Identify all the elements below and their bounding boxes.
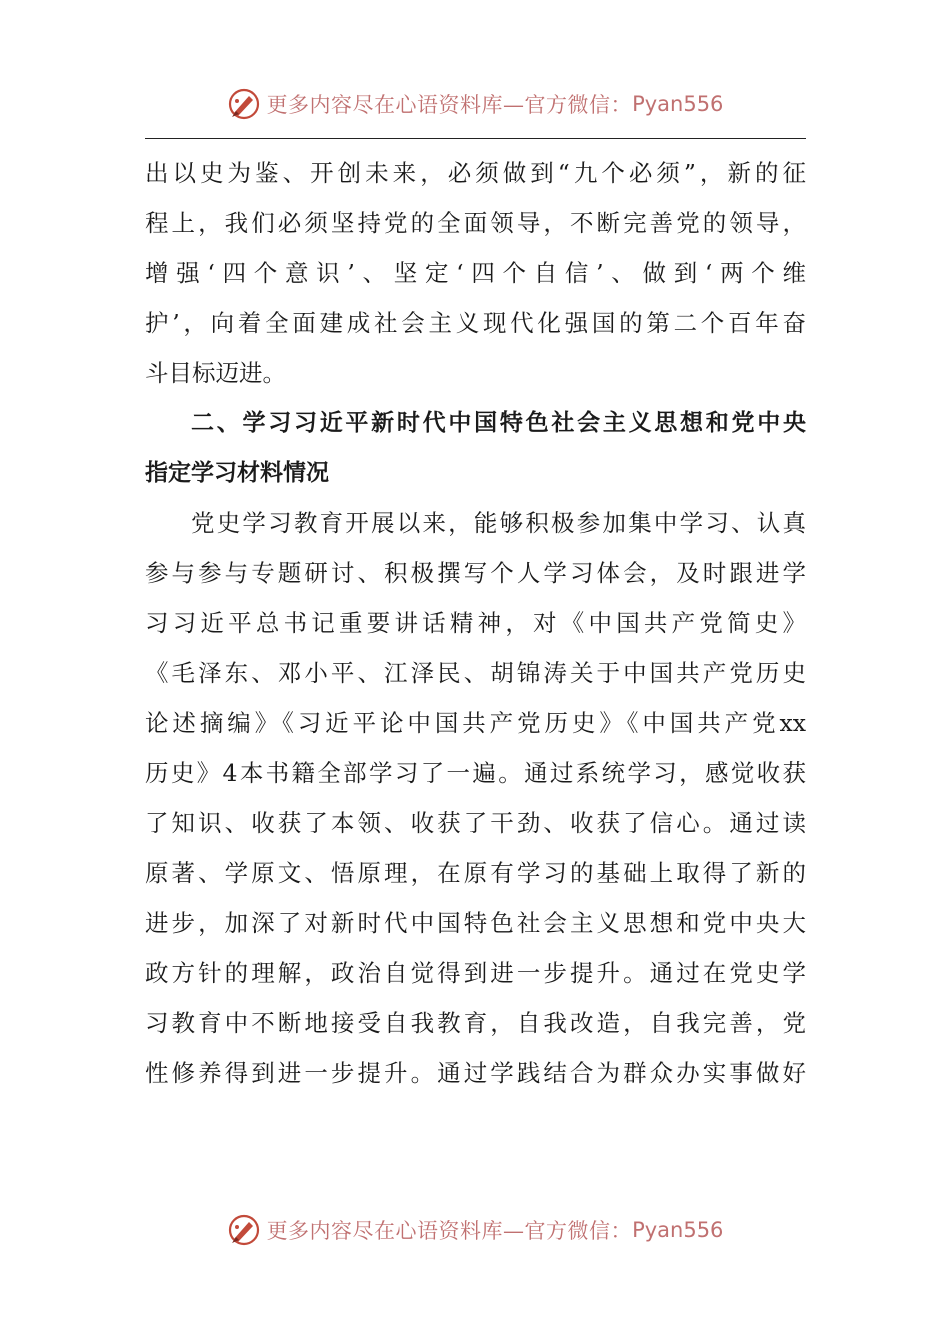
pen-logo-icon bbox=[227, 87, 261, 121]
body-line: 原著、学原文、悟原理，在原有学习的基础上取得了新的 bbox=[145, 859, 806, 887]
body-line: 习习近平总书记重要讲话精神，对《中国共产党简史》 bbox=[145, 609, 806, 637]
body-line: 进步，加深了对新时代中国特色社会主义思想和党中央大 bbox=[145, 909, 806, 937]
body-line: 习教育中不断地接受自我教育，自我改造，自我完善，党 bbox=[145, 1009, 806, 1037]
body-line: 了知识、收获了本领、收获了干劲、收获了信心。通过读 bbox=[145, 809, 806, 837]
header-banner bbox=[0, 84, 950, 124]
body-line: 性修养得到进一步提升。通过学践结合为群众办实事做好 bbox=[145, 1059, 806, 1087]
pen-logo-icon bbox=[227, 1213, 261, 1247]
body-line: 程上，我们必须坚持党的全面领导，不断完善党的领导， bbox=[145, 209, 806, 237]
body-line: 增强‘四个意识’、坚定‘四个自信’、做到‘两个维 bbox=[145, 259, 806, 287]
body-line: 出以史为鉴、开创未来，必须做到“九个必须”，新的征 bbox=[145, 159, 806, 187]
section-heading: 指定学习材料情况 bbox=[145, 460, 329, 486]
footer-banner-text: 更多内容尽在心语资料库—官方微信： bbox=[266, 1219, 633, 1243]
body-line: 党史学习教育开展以来，能够积极参加集中学习、认真 bbox=[191, 509, 806, 537]
document-body bbox=[145, 150, 806, 1100]
body-line: 政方针的理解，政治自觉得到进一步提升。通过在党史学 bbox=[145, 959, 806, 987]
body-line: 护’，向着全面建成社会主义现代化强国的第二个百年奋 bbox=[145, 309, 806, 337]
body-line: 论述摘编》《习近平论中国共产党历史》《中国共产党xx bbox=[145, 709, 806, 737]
header-banner-text: 更多内容尽在心语资料库—官方微信： bbox=[266, 93, 633, 117]
body-line: 《毛泽东、邓小平、江泽民、胡锦涛关于中国共产党历史 bbox=[145, 659, 806, 687]
body-line: 参与参与专题研讨、积极撰写个人学习体会，及时跟进学 bbox=[145, 559, 806, 587]
header-banner-id: Pyan556 bbox=[632, 92, 724, 116]
body-line: 历史》4本书籍全部学习了一遍。通过系统学习，感觉收获 bbox=[145, 759, 806, 787]
header-divider bbox=[145, 138, 806, 139]
body-line: 斗目标迈进。 bbox=[145, 359, 286, 387]
footer-banner-id: Pyan556 bbox=[632, 1218, 724, 1242]
section-heading: 二、学习习近平新时代中国特色社会主义思想和党中央 bbox=[191, 410, 806, 436]
footer-banner bbox=[0, 1210, 950, 1250]
